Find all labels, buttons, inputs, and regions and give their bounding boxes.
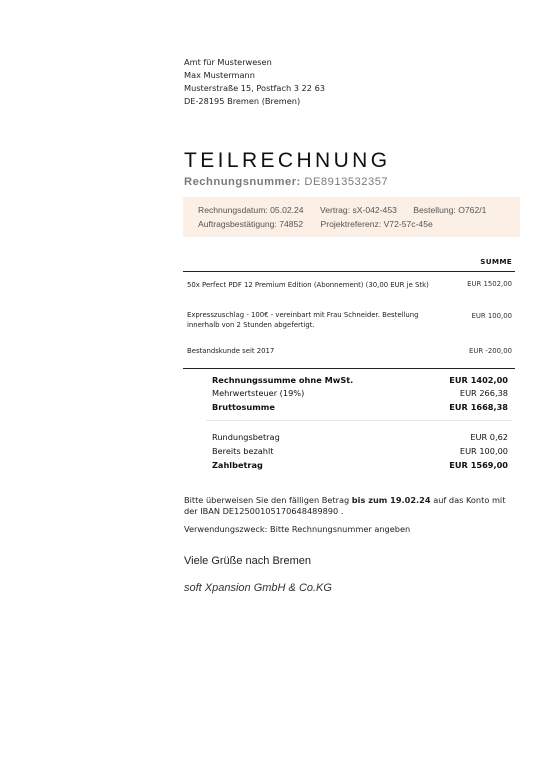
line-item-amount-2: EUR 100,00 bbox=[471, 312, 512, 320]
company-signature: soft Xpansion GmbH & Co.KG bbox=[184, 582, 332, 594]
payment-text-1: Bitte überweisen Sie den fälligen Betrag bbox=[184, 495, 350, 505]
invoice-number bbox=[184, 176, 388, 188]
sum-column-header: SUMME bbox=[480, 257, 512, 266]
payment-deadline: bis zum 19.02.24 bbox=[351, 495, 431, 505]
invoice-number-value: DE8913532357 bbox=[304, 176, 389, 188]
line-item-desc-3: Bestandskunde seit 2017 bbox=[187, 347, 275, 355]
already-paid-value: EUR 100,00 bbox=[459, 446, 508, 456]
recipient-line-2: Max Mustermann bbox=[184, 70, 255, 80]
net-total-value: EUR 1402,00 bbox=[449, 375, 508, 385]
line-item-amount-1: EUR 1502,00 bbox=[467, 280, 512, 288]
document-title: TEILRECHNUNG bbox=[184, 149, 391, 172]
invoice-date: Rechnungsdatum: 05.02.24 bbox=[198, 205, 304, 215]
totals-divider bbox=[206, 420, 512, 421]
line-item-desc-1: 50x Perfect PDF 12 Premium Edition (Abonnement) (30,00 EUR je Stk) bbox=[187, 281, 429, 289]
recipient-line-1: Amt für Musterwesen bbox=[184, 57, 272, 67]
order-confirmation: Auftragsbestätigung: 74852 bbox=[198, 219, 304, 229]
vat-value: EUR 266,38 bbox=[459, 388, 508, 398]
vat-label: Mehrwertsteuer (19%) bbox=[212, 388, 305, 398]
rounding-value: EUR 0,62 bbox=[470, 432, 508, 442]
gross-total-value: EUR 1668,38 bbox=[449, 402, 508, 412]
contract-ref: Vertrag: sX-042-453 bbox=[319, 205, 397, 215]
table-header-divider bbox=[183, 271, 515, 272]
line-item-amount-3: EUR -200,00 bbox=[469, 347, 512, 355]
already-paid-label: Bereits bezahlt bbox=[212, 446, 274, 456]
amount-due-value: EUR 1569,00 bbox=[449, 460, 508, 470]
order-ref: Bestellung: O762/1 bbox=[413, 205, 487, 215]
amount-due-label: Zahlbetrag bbox=[212, 460, 263, 470]
payment-text-2: auf das Konto mit der IBAN DE12500105170648489890 . bbox=[184, 495, 506, 516]
invoice-number-label: Rechnungsnummer: bbox=[184, 176, 301, 188]
gross-total-label: Bruttosumme bbox=[212, 402, 275, 412]
items-divider bbox=[183, 368, 515, 369]
line-item-desc-2: Expresszuschlag - 100€ - vereinbart mit Frau Schneider. Bestellung innerhalb von 2 Stunden abgefertigt. bbox=[187, 311, 419, 329]
project-ref: Projektreferenz: V72-57c-45e bbox=[320, 219, 433, 229]
payment-instructions bbox=[184, 495, 520, 517]
greeting: Viele Grüße nach Bremen bbox=[184, 555, 311, 567]
net-total-label: Rechnungssumme ohne MwSt. bbox=[212, 375, 354, 385]
recipient-line-3: Musterstraße 15, Postfach 3 22 63 bbox=[184, 83, 325, 93]
recipient-address bbox=[184, 56, 325, 108]
invoice-meta-box bbox=[183, 197, 520, 237]
rounding-label: Rundungsbetrag bbox=[212, 432, 280, 442]
recipient-line-4: DE-28195 Bremen (Bremen) bbox=[184, 96, 301, 106]
payment-reference: Verwendungszweck: Bitte Rechnungsnummer angeben bbox=[184, 524, 411, 534]
